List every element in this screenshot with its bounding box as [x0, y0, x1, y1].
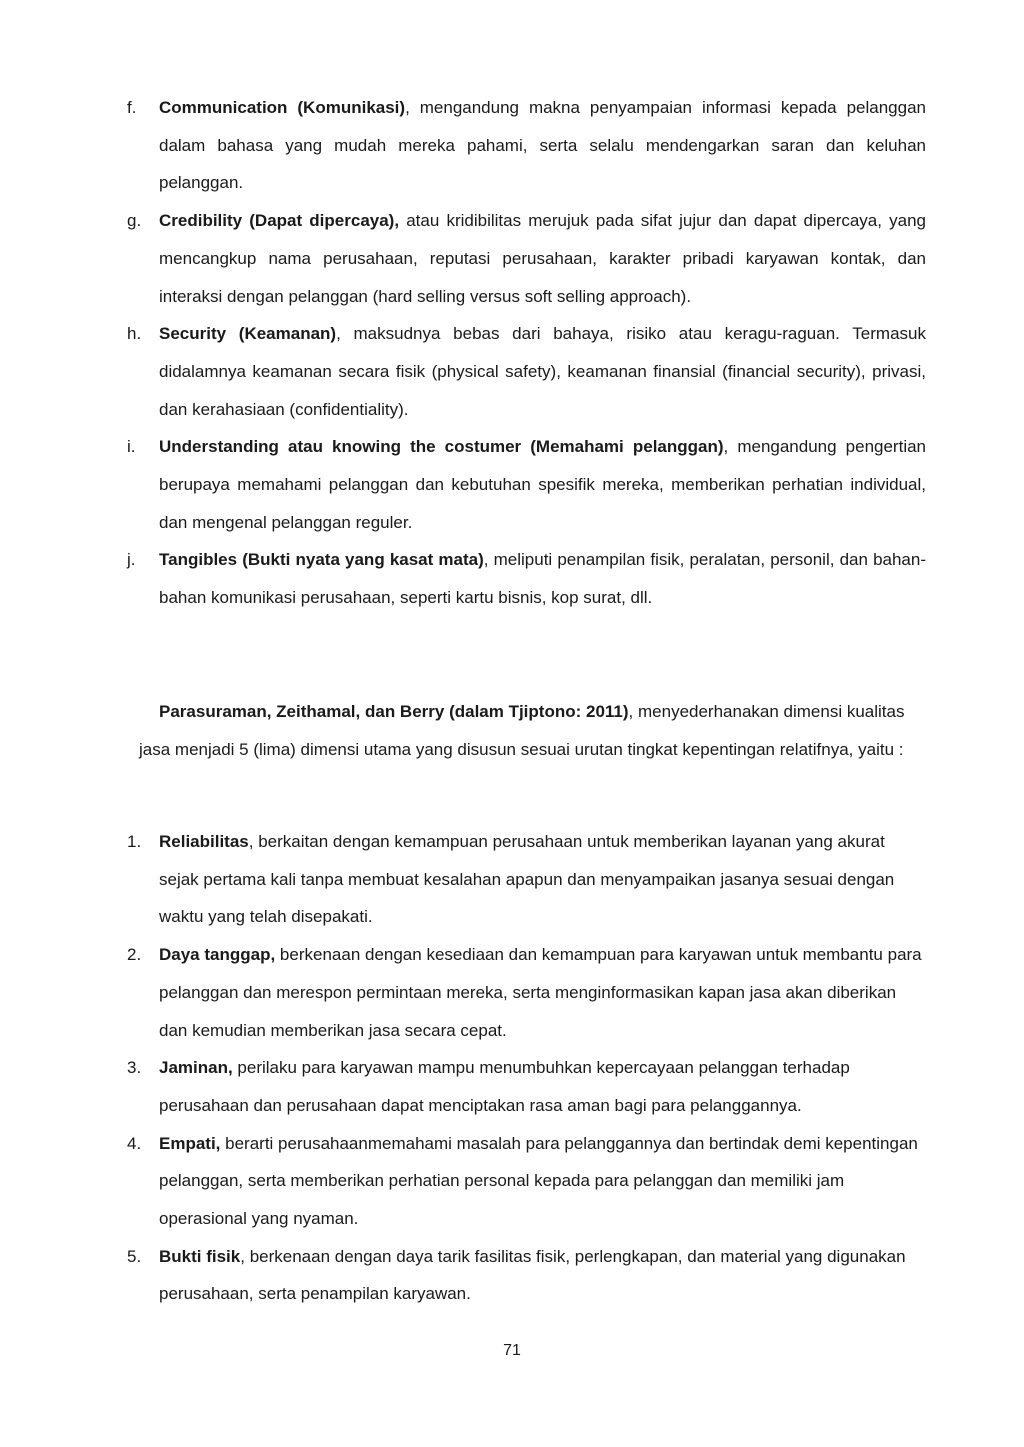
item-text: , berkaitan dengan kemampuan perusahaan untuk memberikan layanan yang akurat sejak pertama kali tanpa membuat kesalahan apapun dan menyampaikan jasanya sesuai dengan waktu yang telah disepakati.	[159, 832, 895, 927]
list-item	[0, 428, 926, 541]
list-marker: 3.	[127, 1058, 142, 1078]
list-item	[0, 823, 924, 936]
citation-term: Parasuraman, Zeithamal, dan Berry (dalam Tjiptono: 2011)	[159, 702, 629, 721]
item-text: , maksudnya bebas dari bahaya, risiko atau keragu-raguan. Termasuk didalamnya keamanan secara fisik (physical safety), keamanan finansial (financial security), privasi, dan kerahasiaan (confidentiality).	[159, 324, 926, 419]
list-marker: 1.	[127, 832, 142, 851]
item-term: Communication (Komunikasi)	[159, 98, 406, 117]
list-item	[0, 1125, 924, 1238]
item-text: berkenaan dengan kesediaan dan kemampuan para karyawan untuk membantu para pelanggan dan merespon permintaan mereka, serta menginformasikan kapan jasa akan diberikan dan kemudian memberikan jasa secara cepat.	[159, 945, 922, 1040]
item-term: Empati,	[159, 1133, 221, 1153]
list-item	[0, 315, 926, 428]
item-term: Tangibles (Bukti nyata yang kasat mata)	[159, 550, 484, 570]
item-text: , mengandung pengertian berupaya memahami pelanggan dan kebutuhan spesifik mereka, memberikan perhatian individual, dan mengenal pelanggan reguler.	[159, 437, 927, 532]
item-text: , mengandung makna penyampaian informasi kepada pelanggan dalam bahasa yang mudah mereka pahami, serta selalu mendengarkan saran dan keluhan pelanggan.	[159, 98, 926, 193]
list-marker: h.	[127, 324, 142, 344]
list-marker: i.	[127, 437, 136, 457]
list-item	[0, 541, 926, 616]
list-item	[0, 89, 926, 202]
list-marker: j.	[127, 550, 136, 570]
item-term: Reliabilitas	[159, 832, 249, 851]
item-text: berarti perusahaanmemahami masalah para pelanggannya dan bertindak demi kepentingan pelanggan, serta memberikan perhatian personal kepada para pelanggan dan memiliki jam operasional yang nyaman.	[159, 1133, 918, 1229]
item-term: Credibility (Dapat dipercaya),	[159, 211, 400, 231]
intro-text: , menyederhanakan dimensi kualitas jasa menjadi 5 (lima) dimensi utama yang disusun sesuai urutan tingkat kepentingan relatifnya, yaitu :	[139, 702, 905, 759]
list-item	[0, 202, 926, 315]
service-quality-dimension-list	[0, 89, 1024, 617]
list-item	[0, 936, 924, 1049]
list-item	[0, 1049, 924, 1124]
list-marker: g.	[127, 211, 142, 231]
list-marker: 5.	[127, 1246, 142, 1266]
item-text: , berkenaan dengan daya tarik fasilitas fisik, perlengkapan, dan material yang digunakan perusahaan, serta penampilan karyawan.	[159, 1246, 906, 1304]
item-text: perilaku para karyawan mampu menumbuhkan kepercayaan pelanggan terhadap perusahaan dan perusahaan dapat menciptakan rasa aman bagi para pelanggannya.	[159, 1058, 850, 1115]
page-number: 71	[503, 1342, 521, 1359]
five-dimension-list	[0, 823, 1024, 1313]
item-term: Daya tanggap,	[159, 945, 276, 965]
item-term: Jaminan,	[159, 1058, 233, 1078]
item-term: Understanding atau knowing the costumer (Memahami pelanggan)	[159, 437, 724, 457]
intro-paragraph	[139, 693, 909, 768]
list-marker: f.	[127, 98, 137, 117]
item-text: , meliputi penampilan fisik, peralatan, personil, dan bahan-bahan komunikasi perusahaan, seperti kartu bisnis, kop surat, dll.	[159, 550, 926, 608]
item-term: Bukti fisik	[159, 1246, 241, 1266]
list-marker: 2.	[127, 945, 142, 965]
list-marker: 4.	[127, 1133, 142, 1153]
item-text: atau kridibilitas merujuk pada sifat jujur dan dapat dipercaya, yang mencangkup nama perusahaan, reputasi perusahaan, karakter pribadi karyawan kontak, dan interaksi dengan pelanggan (hard selling versus soft selling approach).	[159, 211, 926, 306]
list-item	[0, 1238, 924, 1313]
item-term: Security (Keamanan)	[159, 324, 337, 344]
